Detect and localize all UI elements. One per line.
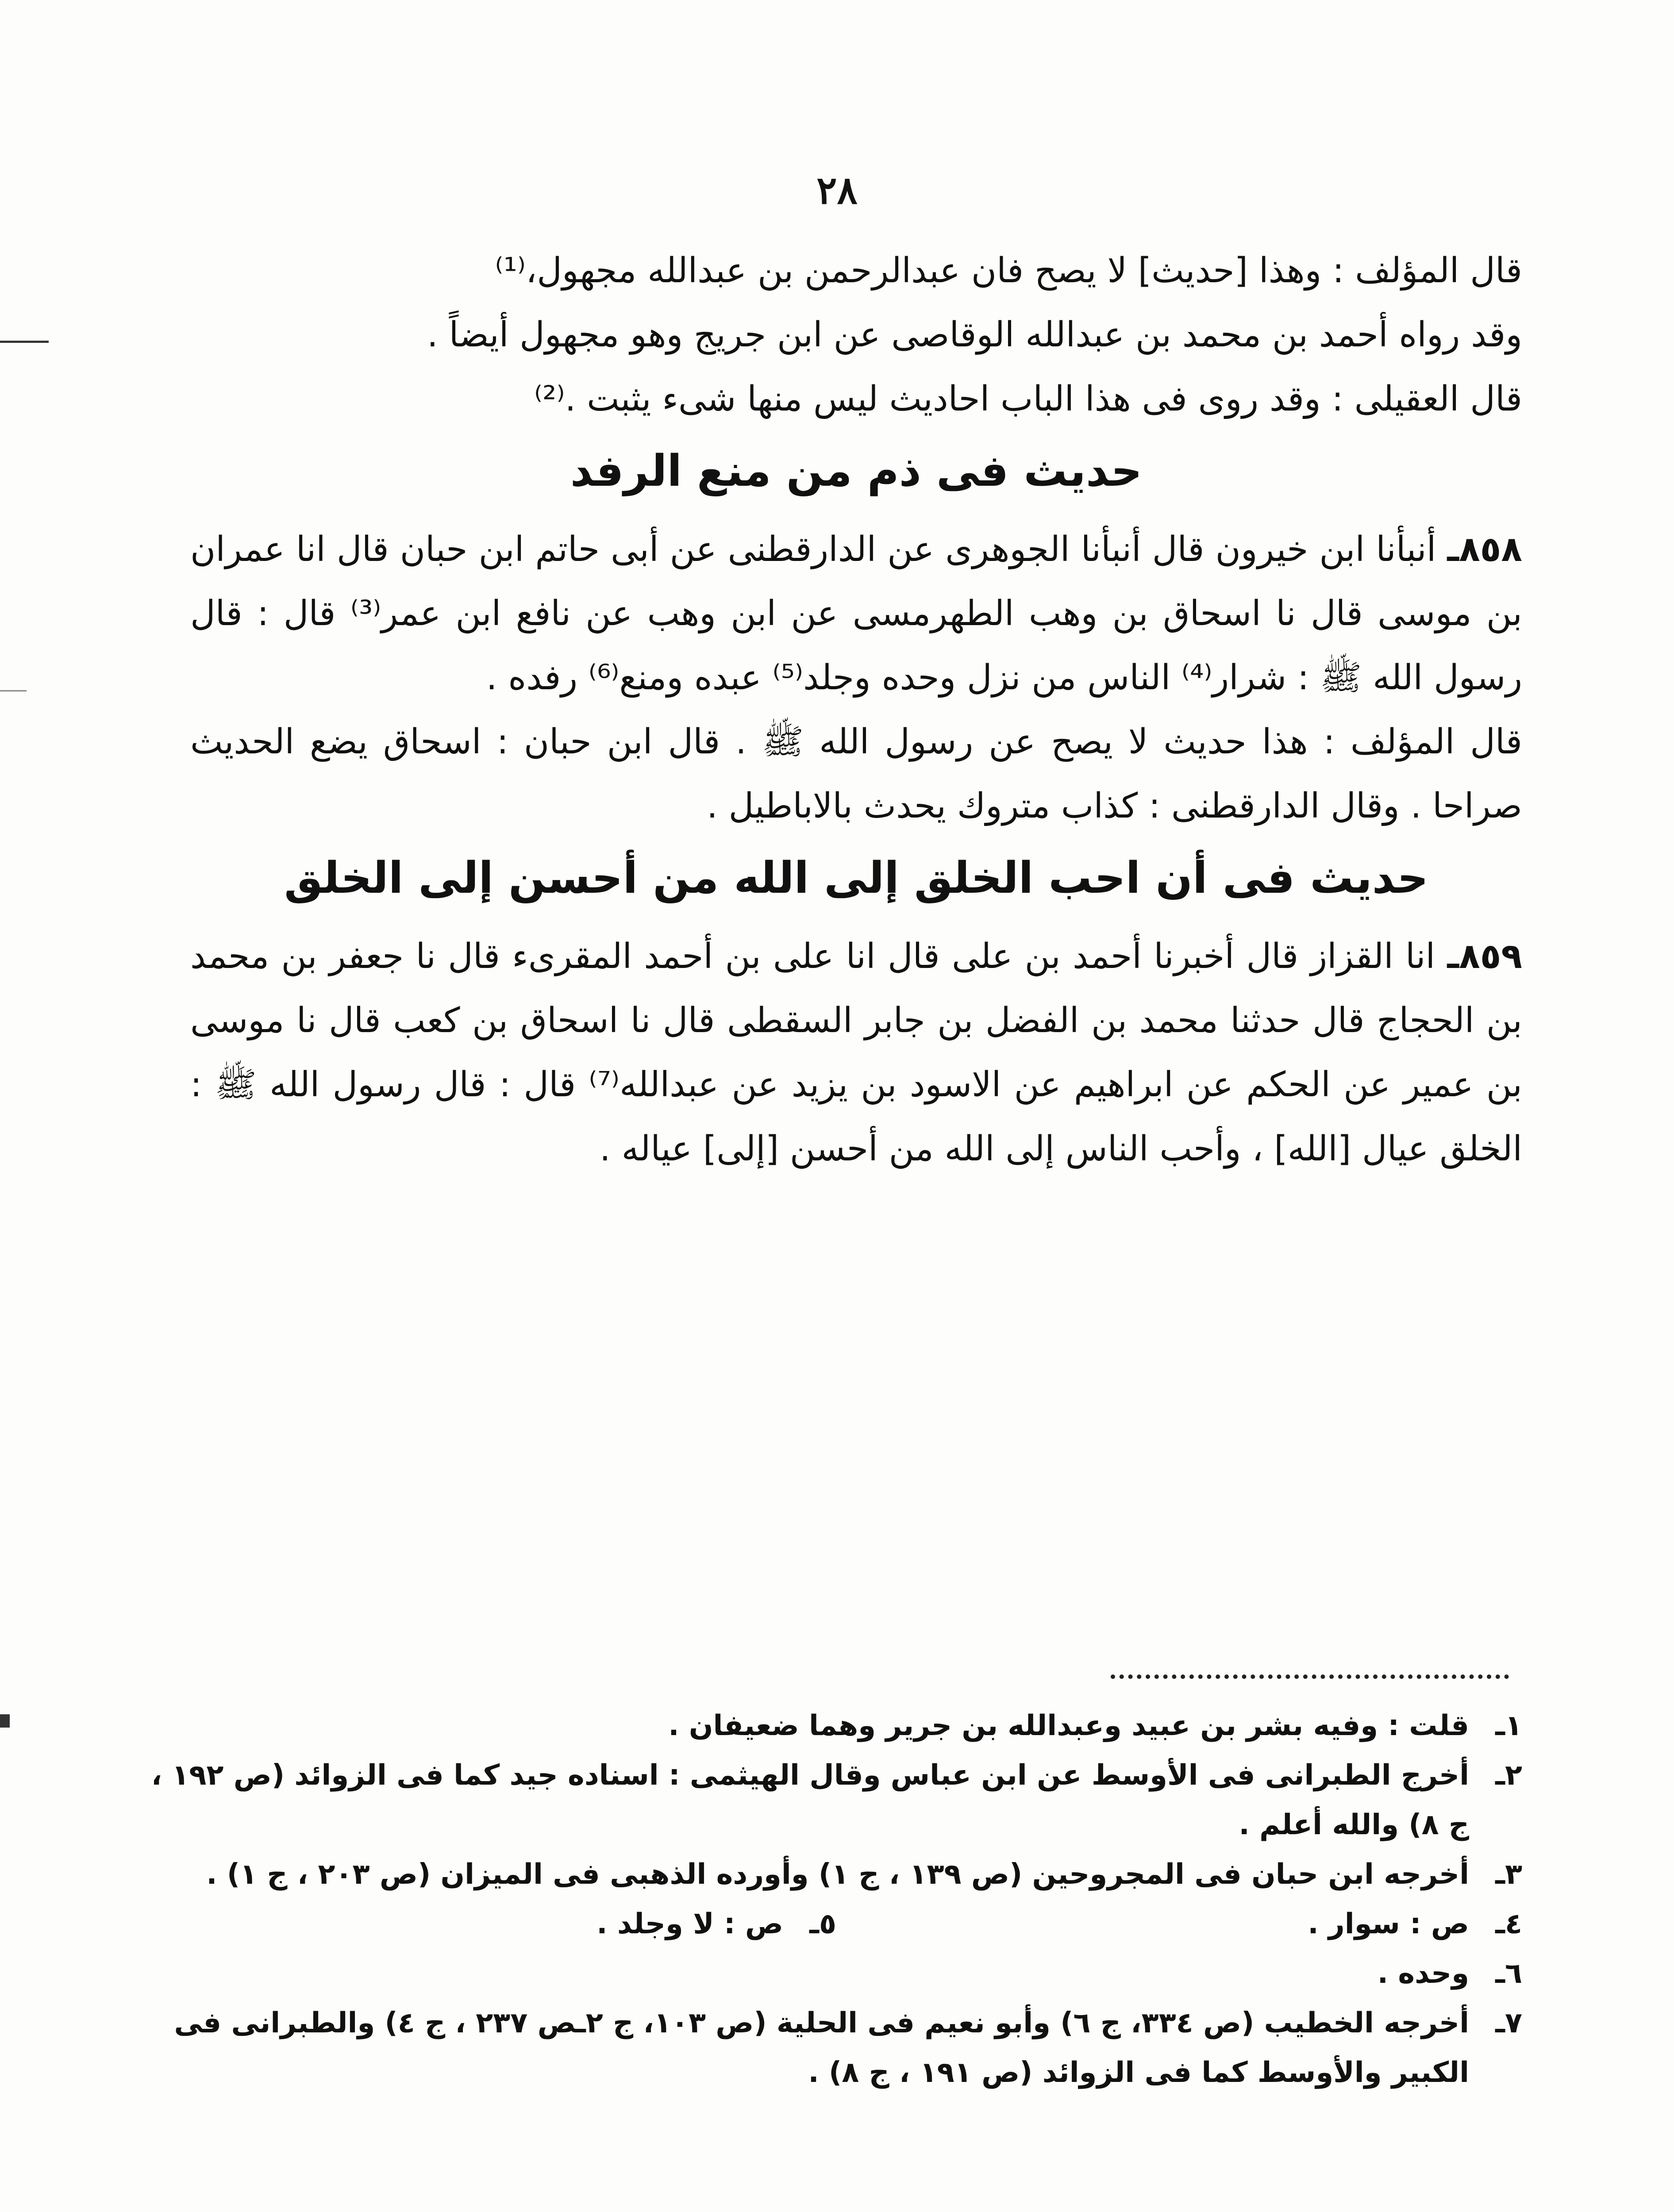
footnote — [150, 1899, 836, 1949]
footnote-number: ٦ـ — [1495, 1957, 1522, 1990]
footnote-number: ٥ـ — [809, 1908, 836, 1940]
footnotes — [146, 1701, 1522, 2097]
footnote-divider — [1111, 1674, 1509, 1679]
scan-margin-mark — [0, 690, 27, 691]
footnote-text: وحده . — [1377, 1957, 1469, 1990]
footnote-text: أخرجه ابن حبان فى المجروحين (ص ١٣٩ ، ج ١) وأورده الذهبى فى الميزان (ص ٢٠٣ ، ج ١) . — [206, 1858, 1469, 1891]
hadith-entry — [190, 925, 1522, 1181]
footnote — [146, 1949, 1522, 1998]
main-text — [190, 239, 1522, 1181]
footnote-number: ٤ـ — [1495, 1908, 1522, 1940]
footnote — [836, 1899, 1522, 1949]
footnote-text: أخرج الطبرانى فى الأوسط عن ابن عباس وقال الهيثمى : اسناده جيد كما فى الزوائد (ص ١٩٢ ، ج ٨) والله أعلم . — [151, 1759, 1469, 1841]
text-line: وقد رواه أحمد بن محمد بن عبدالله الوقاصى عن ابن جريج وهو مجهول أيضاً . — [427, 315, 1522, 355]
footnote — [146, 1998, 1522, 2097]
footnote-text: أخرجه الخطيب (ص ٣٣٤، ج ٦) وأبو نعيم فى الحلية (ص ١٠٣، ج ٢ـص ٢٣٧ ، ج ٤) والطبرانى فى الكبير والأوسط كما فى الزوائد (ص ١٩١ ، ج ٨) . — [174, 2007, 1469, 2089]
scan-margin-mark — [0, 1714, 10, 1728]
footnote-number: ٧ـ — [1495, 2007, 1522, 2039]
footnote-text: ص : سوار . — [1308, 1908, 1469, 1940]
footnote-text: قلت : وفيه بشر بن عبيد وعبدالله بن جرير وهما ضعيفان . — [668, 1709, 1469, 1742]
footnote-pair — [146, 1899, 1522, 1949]
footnote-text: ص : لا وجلد . — [596, 1908, 783, 1940]
text-line: قال العقيلى : وقد روى فى هذا الباب احاديث ليس منها شىء يثبت .⁽²⁾ — [534, 379, 1522, 419]
opening-paragraph — [190, 239, 1522, 431]
section-heading: حديث فى أن احب الخلق إلى الله من أحسن إلى الخلق — [284, 853, 1429, 903]
footnote — [146, 1701, 1522, 1751]
author-comment: قال المؤلف : هذا حديث لا يصح عن رسول الله ﷺ . قال ابن حبان : اسحاق يضع الحديث صراحا . وقال الدارقطنى : كذاب متروك يحدث بالاباطيل . — [190, 722, 1522, 826]
footnote-number: ٢ـ — [1495, 1759, 1522, 1792]
hadith-text: انا القزاز قال أخبرنا أحمد بن على قال انا على بن أحمد المقرىء قال نا جعفر بن محمد بن الحجاج قال حدثنا محمد بن الفضل بن جابر السقطى قال نا اسحاق بن كعب قال نا موسى بن عمير عن الحكم عن ابراهيم عن الاسود بن يزيد عن عبدالله⁽⁷⁾ قال : قال رسول الله ﷺ : الخلق عيال [الله] ، وأحب الناس إلى الله من أحسن [إلى] عياله . — [190, 937, 1522, 1169]
hadith-number: ٨٥٨ـ — [1447, 530, 1522, 569]
footnote — [146, 1751, 1522, 1850]
footnote-number: ١ـ — [1495, 1709, 1522, 1742]
hadith-text: أنبأنا ابن خيرون قال أنبأنا الجوهرى عن الدارقطنى عن أبى حاتم ابن حبان قال انا عمران بن موسى قال نا اسحاق بن وهب الطهرمسى عن ابن وهب عن نافع ابن عمر⁽³⁾ قال : قال رسول الله ﷺ : شرار⁽⁴⁾ الناس من نزل وحده وجلد⁽⁵⁾ عبده ومنع⁽⁶⁾ رفده . — [190, 530, 1523, 698]
page-number: ٢٨ — [816, 168, 858, 213]
footnote-number: ٣ـ — [1495, 1858, 1522, 1891]
hadith-entry — [190, 518, 1522, 710]
footnote — [146, 1850, 1522, 1899]
text-line: قال المؤلف : وهذا [حديث] لا يصح فان عبدالرحمن بن عبدالله مجهول،⁽¹⁾ — [495, 251, 1522, 291]
section-heading: حديث فى ذم من منع الرفد — [570, 446, 1143, 496]
hadith-number: ٨٥٩ـ — [1447, 937, 1522, 976]
scan-margin-mark — [0, 341, 49, 343]
